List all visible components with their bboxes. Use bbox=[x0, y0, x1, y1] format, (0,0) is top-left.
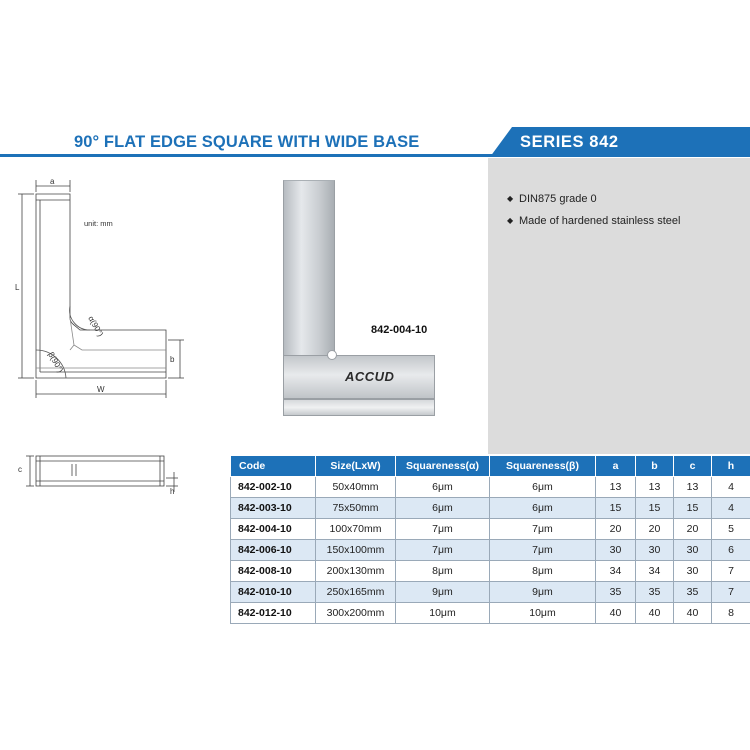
product-code-label: 842-004-10 bbox=[371, 324, 428, 336]
table-cell: 7 bbox=[712, 561, 750, 582]
column-header: Size(LxW) bbox=[316, 456, 396, 477]
table-cell: 842-010-10 bbox=[231, 582, 316, 603]
table-cell: 15 bbox=[674, 498, 712, 519]
square-foot bbox=[283, 399, 435, 416]
table-cell: 30 bbox=[674, 540, 712, 561]
table-cell: 40 bbox=[674, 603, 712, 624]
column-header: Squareness(α) bbox=[396, 456, 490, 477]
table-row bbox=[231, 498, 750, 519]
table-cell: 842-004-10 bbox=[231, 519, 316, 540]
table-cell: 7 bbox=[712, 582, 750, 603]
table-cell: 40 bbox=[636, 603, 674, 624]
technical-drawing bbox=[0, 0, 230, 500]
feature-list bbox=[507, 188, 680, 232]
table-row bbox=[231, 582, 750, 603]
table-row bbox=[231, 561, 750, 582]
table-cell: 13 bbox=[596, 477, 636, 498]
spec-table bbox=[230, 455, 750, 624]
table-cell: 842-012-10 bbox=[231, 603, 316, 624]
table-cell: 100x70mm bbox=[316, 519, 396, 540]
diamond-bullet-icon: ◆ bbox=[507, 194, 514, 203]
table-cell: 34 bbox=[596, 561, 636, 582]
table-cell: 842-002-10 bbox=[231, 477, 316, 498]
dim-w-label: W bbox=[97, 385, 105, 394]
table-cell: 6 bbox=[712, 540, 750, 561]
table-row bbox=[231, 603, 750, 624]
table-cell: 842-008-10 bbox=[231, 561, 316, 582]
table-cell: 75x50mm bbox=[316, 498, 396, 519]
table-cell: 30 bbox=[636, 540, 674, 561]
column-header: b bbox=[636, 456, 674, 477]
dim-a-label: a bbox=[50, 177, 55, 186]
brand-logo: ACCUD bbox=[345, 369, 395, 384]
table-cell: 150x100mm bbox=[316, 540, 396, 561]
dim-l-label: L bbox=[15, 283, 20, 292]
table-cell: 7μm bbox=[490, 540, 596, 561]
column-header: Code bbox=[231, 456, 316, 477]
column-header: Squareness(β) bbox=[490, 456, 596, 477]
table-cell: 9μm bbox=[396, 582, 490, 603]
table-cell: 6μm bbox=[490, 477, 596, 498]
table-cell: 15 bbox=[636, 498, 674, 519]
table-cell: 6μm bbox=[396, 498, 490, 519]
alpha-label: α(90°) bbox=[86, 314, 106, 339]
table-cell: 13 bbox=[636, 477, 674, 498]
table-cell: 8 bbox=[712, 603, 750, 624]
table-cell: 8μm bbox=[396, 561, 490, 582]
dim-b-label: b bbox=[170, 355, 175, 364]
table-cell: 35 bbox=[596, 582, 636, 603]
feature-item: ◆ DIN875 grade 0 bbox=[507, 188, 680, 210]
beta-label: β(90°) bbox=[46, 350, 66, 375]
table-cell: 20 bbox=[636, 519, 674, 540]
table-cell: 34 bbox=[636, 561, 674, 582]
dim-h-label: h bbox=[170, 487, 175, 496]
table-cell: 842-003-10 bbox=[231, 498, 316, 519]
dim-c-label: c bbox=[18, 465, 22, 474]
table-cell: 20 bbox=[596, 519, 636, 540]
table-cell: 30 bbox=[674, 561, 712, 582]
table-cell: 200x130mm bbox=[316, 561, 396, 582]
table-cell: 15 bbox=[596, 498, 636, 519]
table-cell: 35 bbox=[674, 582, 712, 603]
feature-item: ◆ Made of hardened stainless steel bbox=[507, 210, 680, 232]
column-header: c bbox=[674, 456, 712, 477]
relief-notch bbox=[327, 350, 337, 360]
table-header-row bbox=[231, 456, 750, 477]
series-label: SERIES 842 bbox=[520, 133, 619, 151]
table-row bbox=[231, 477, 750, 498]
table-cell: 9μm bbox=[490, 582, 596, 603]
table-cell: 4 bbox=[712, 498, 750, 519]
table-cell: 40 bbox=[596, 603, 636, 624]
table-cell: 8μm bbox=[490, 561, 596, 582]
product-image bbox=[283, 180, 435, 418]
unit-label: unit: mm bbox=[84, 219, 113, 228]
table-cell: 5 bbox=[712, 519, 750, 540]
table-cell: 30 bbox=[596, 540, 636, 561]
table-cell: 4 bbox=[712, 477, 750, 498]
table-cell: 50x40mm bbox=[316, 477, 396, 498]
page-title: 90° FLAT EDGE SQUARE WITH WIDE BASE bbox=[74, 133, 420, 151]
table-cell: 300x200mm bbox=[316, 603, 396, 624]
table-cell: 842-006-10 bbox=[231, 540, 316, 561]
column-header: h bbox=[712, 456, 750, 477]
table-cell: 7μm bbox=[490, 519, 596, 540]
side-view bbox=[26, 456, 178, 492]
table-cell: 35 bbox=[636, 582, 674, 603]
table-cell: 250x165mm bbox=[316, 582, 396, 603]
square-blade bbox=[283, 180, 335, 356]
table-cell: 6μm bbox=[490, 498, 596, 519]
table-cell: 10μm bbox=[396, 603, 490, 624]
table-cell: 13 bbox=[674, 477, 712, 498]
table-cell: 20 bbox=[674, 519, 712, 540]
table-row bbox=[231, 540, 750, 561]
table-cell: 7μm bbox=[396, 519, 490, 540]
column-header: a bbox=[596, 456, 636, 477]
table-cell: 6μm bbox=[396, 477, 490, 498]
table-cell: 7μm bbox=[396, 540, 490, 561]
diamond-bullet-icon: ◆ bbox=[507, 216, 514, 225]
table-cell: 10μm bbox=[490, 603, 596, 624]
table-row bbox=[231, 519, 750, 540]
